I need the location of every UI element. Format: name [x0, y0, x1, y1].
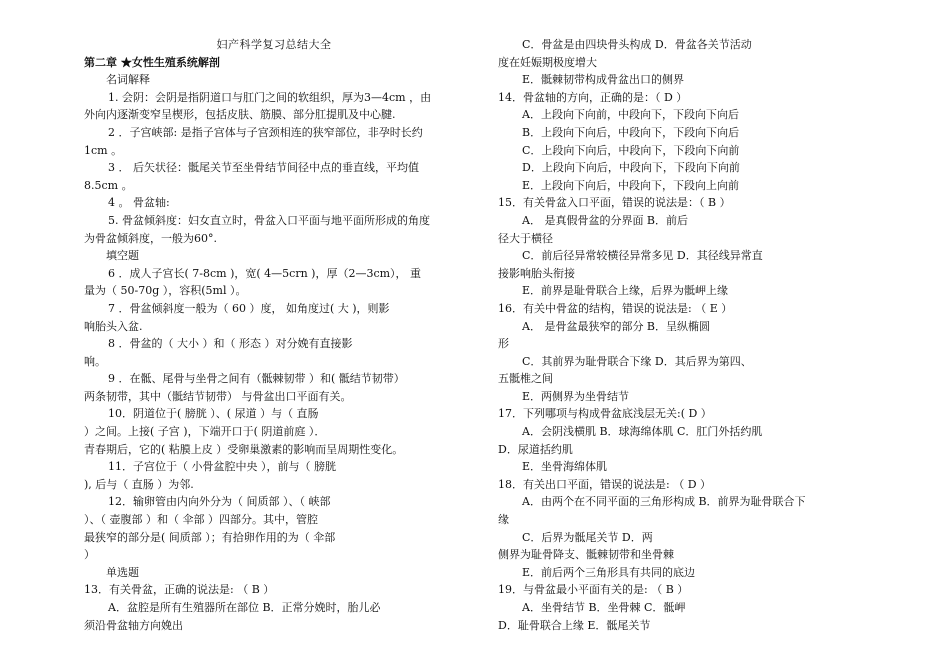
text-line: E．前界是耻骨联合上缘，后界为骶岬上缘	[522, 284, 729, 298]
text-line: 名词解释	[106, 73, 150, 87]
text-line: E．坐骨海绵体肌	[522, 460, 608, 474]
text-line: A．会阴浅横肌 B．球海绵体肌 C．肛门外括约肌	[522, 425, 763, 439]
right-column	[498, 36, 870, 634]
text-line: D．尿道括约肌	[498, 442, 573, 456]
text-line: ）之间。上接( 子宫 )，下端开口于( 阴道前庭 ）．	[84, 425, 326, 439]
text-line: 19．与骨盆最小平面有关的是: （ B ）	[498, 583, 689, 597]
text-line: A．坐骨结节 B．坐骨棘 C．骶岬	[522, 601, 686, 614]
text-line: 第二章 ★女性生殖系统解剖	[84, 55, 220, 69]
text-line: 度在妊娠期极度增大	[498, 55, 597, 69]
text-line: A． 是真假骨盆的分界面 B．前后	[522, 213, 689, 227]
text-line: 须沿骨盆轴方向娩出	[84, 618, 183, 632]
text-line: 缘	[498, 513, 509, 527]
text-line: 16．有关中骨盆的结构，错误的说法是: （ E ）	[498, 301, 733, 315]
text-line: ）	[84, 548, 95, 562]
text-line: 青春期后，它的( 粘膜上皮 ）受卵巢激素的影响而呈周期性变化。	[84, 442, 404, 456]
text-line: 11．子宫位于（ 小骨盆腔中央 ），前与（ 膀胱	[108, 460, 336, 474]
text-line: ), 后与（ 直肠 ）为邻.	[84, 477, 194, 491]
text-line: 外向内逐渐变窄呈楔形，包括皮肤、筋膜、部分肛提肌及中心腱.	[84, 108, 396, 122]
text-line: 6 ．成人子宫长( 7-8cm )，宽( 4—5crn )，厚（2—3cm）， 重	[108, 266, 422, 280]
text-line: 3 ． 后矢状径：骶尾关节至坐骨结节间径中点的垂直线，平均值	[108, 161, 419, 175]
text-line: 15．有关骨盆入口平面，错误的说法是：（ B ）	[498, 196, 731, 210]
text-line: 2 ．子宫峡部: 是指子宫体与子宫颈相连的狭窄部位，非孕时长约	[108, 125, 423, 139]
text-line: 10．阴道位于( 膀胱 ）、( 尿道 ）与（ 直肠	[108, 407, 319, 421]
text-line: 两条韧带，其中（骶结节韧带） 与骨盆出口平面有关。	[84, 389, 352, 403]
text-line: B．上段向下向后，中段向下，下段向下向后	[522, 125, 740, 139]
text-line: C．后界为骶尾关节 D．两	[522, 530, 653, 544]
text-line: ）、（ 壶腹部 ）和（ 伞部 ）四部分。其中，管腔	[84, 513, 318, 527]
text-line: 径大于横径	[498, 231, 553, 245]
text-line: C．前后径异常较横径异常多见 D．其径线异常直	[522, 249, 763, 263]
text-line: 妇产科学复习总结大全	[216, 38, 332, 51]
text-line: 形	[498, 337, 509, 351]
text-line: 7 ．骨盆倾斜度一般为（ 60 ）度， 如角度过( 大 )，则影	[108, 301, 390, 315]
text-line: 1cm 。	[84, 143, 123, 157]
text-line: 最狭窄的部分是( 间质部 ）；有拾卵作用的为（ 伞部	[84, 530, 336, 544]
text-line: 响胎头入盆.	[84, 319, 143, 333]
text-line: C．骨盆是由四块骨头构成 D．骨盆各关节活动	[522, 38, 752, 51]
text-line: 接影响胎头衔接	[498, 266, 575, 280]
text-line: 4 。 骨盆轴:	[108, 196, 170, 210]
text-line: A．上段向下向前，中段向下，下段向下向后	[522, 108, 739, 122]
text-line: E．前后两个三角形具有共同的底边	[522, 565, 696, 579]
text-line: 五骶椎之间	[498, 372, 553, 386]
text-line: 17．下列哪项与构成骨盆底浅层无关:( D ）	[498, 407, 712, 421]
text-line: A．由两个在不同平面的三角形构成 B．前界为耻骨联合下	[522, 495, 806, 509]
text-line: 响。	[84, 354, 106, 368]
text-line: 5. 骨盆倾斜度：妇女直立时，骨盆入口平面与地平面所形成的角度	[108, 213, 430, 227]
text-line: 12．输卵管由内向外分为（ 间质部 ）、（ 峡部	[108, 495, 331, 509]
text-line: A． 是骨盆最狭窄的部分 B．呈纵椭圆	[522, 319, 711, 333]
text-line: A．盆腔是所有生殖器所在部位 B．正常分娩时，胎儿必	[108, 601, 381, 614]
text-line: 单选题	[106, 565, 139, 579]
text-line: 1. 会阴：会阴是指阴道口与肛门之间的软组织，厚为3—4cm ，由	[108, 90, 432, 104]
text-line: 为骨盆倾斜度，一般为60°.	[84, 231, 217, 245]
text-line: 8 ．骨盆的（ 大小 ）和（ 形态 ）对分娩有直接影	[108, 337, 353, 351]
text-line: E．骶棘韧带构成骨盆出口的侧界	[522, 73, 685, 87]
text-line: 量为（ 50-70g ），容积(5ml ）。	[84, 284, 247, 298]
text-line: 14．骨盆轴的方向，正确的是：（ D ）	[498, 90, 688, 104]
text-line: D．耻骨联合上缘 E．骶尾关节	[498, 618, 651, 632]
text-line: E．两侧界为坐骨结节	[522, 389, 630, 403]
text-line: 填空题	[106, 249, 139, 263]
text-line: 侧界为耻骨降支、骶棘韧带和坐骨棘	[498, 548, 674, 562]
text-line: C．其前界为耻骨联合下缘 D．其后界为第四、	[522, 354, 752, 368]
text-line: E．上段向下向后，中段向下，下段向上向前	[522, 178, 740, 192]
left-column	[84, 36, 464, 634]
text-line: D．上段向下向后，中段向下，下段向下向前	[522, 161, 740, 175]
text-line: 8.5cm 。	[84, 178, 133, 192]
text-line: 13．有关骨盆，正确的说法是: （ B ）	[84, 583, 275, 597]
text-line: 18．有关出口平面，错误的说法是: （ D ）	[498, 477, 712, 491]
text-line: 9 ．在骶、尾骨与坐骨之间有（骶棘韧带 ）和( 骶结节韧带）	[108, 372, 405, 386]
text-line: C．上段向下向后，中段向下，下段向下向前	[522, 143, 740, 157]
